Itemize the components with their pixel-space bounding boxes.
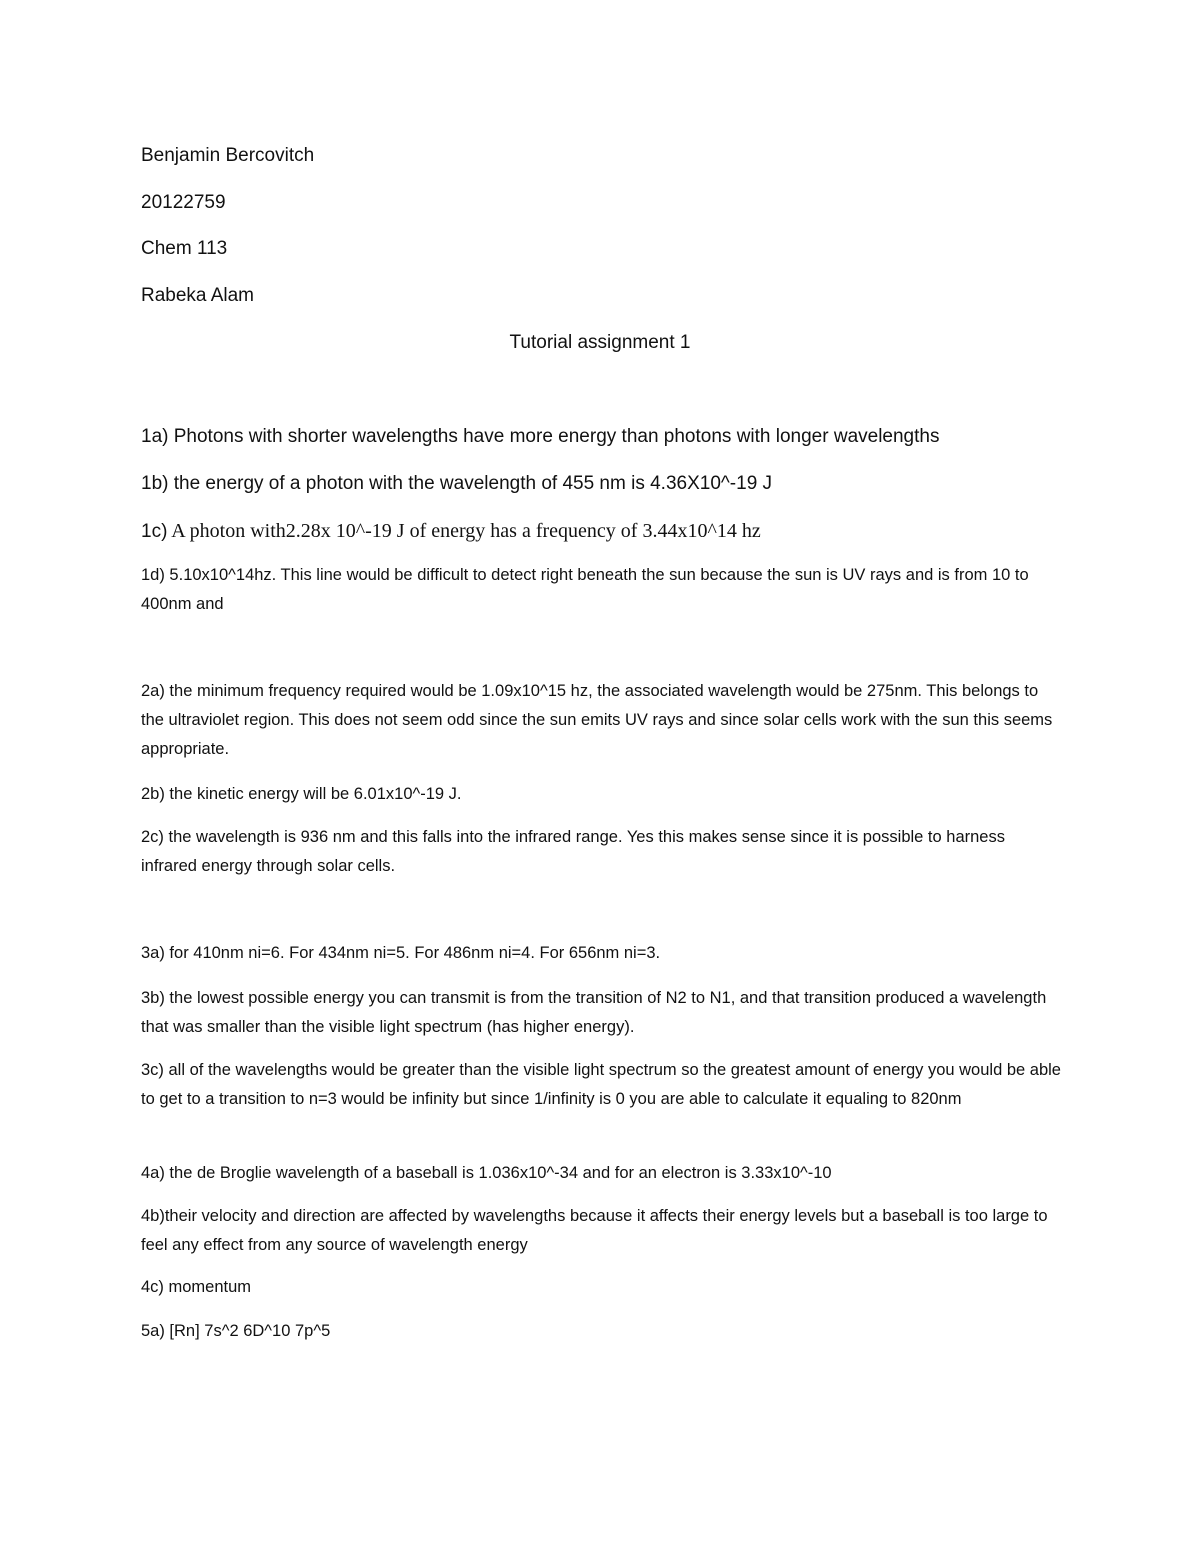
answer-1b: 1b) the energy of a photon with the wavelength of 455 nm is 4.36X10^-19 J bbox=[141, 473, 773, 494]
answer-3c: 3c) all of the wavelengths would be greater than the visible light spectrum so the greatest amount of energy you would be able to get to a transition to n=3 would be infinity but since 1/infinity is 0 you are able to calculate it equaling to 820nm bbox=[141, 1061, 1061, 1108]
ta-name: Rabeka Alam bbox=[141, 285, 255, 306]
answer-4c: 4c) momentum bbox=[141, 1278, 252, 1296]
answer-1c-text: A photon with2.28x 10^-19 J of energy has a frequency of 3.44x10^14 hz bbox=[167, 520, 761, 542]
answer-1d: 1d) 5.10x10^14hz. This line would be difficult to detect right beneath the sun because the sun is UV rays and is from 10 to 400nm and bbox=[141, 566, 1029, 613]
answer-4b: 4b)their velocity and direction are affected by wavelengths because it affects their energy levels but a baseball is too large to feel any effect from any source of wavelength energy bbox=[141, 1207, 1048, 1254]
answer-2a: 2a) the minimum frequency required would be 1.09x10^15 hz, the associated wavelength would be 275nm. This belongs to the ultraviolet region. This does not seem odd since the sun emits UV rays and since solar cells work with the sun this seems appropriate. bbox=[141, 682, 1053, 758]
student-name: Benjamin Bercovitch bbox=[141, 145, 315, 166]
student-id: 20122759 bbox=[141, 192, 226, 213]
answer-1a: 1a) Photons with shorter wavelengths have more energy than photons with longer wavelengths bbox=[141, 426, 940, 447]
answer-2b: 2b) the kinetic energy will be 6.01x10^-19 J. bbox=[141, 785, 462, 803]
answer-2c: 2c) the wavelength is 936 nm and this falls into the infrared range. Yes this makes sense since it is possible to harness infrared energy through solar cells. bbox=[141, 828, 1005, 875]
answer-3a: 3a) for 410nm ni=6. For 434nm ni=5. For 486nm ni=4. For 656nm ni=3. bbox=[141, 944, 661, 962]
document-title: Tutorial assignment 1 bbox=[509, 332, 691, 353]
answer-3b: 3b) the lowest possible energy you can transmit is from the transition of N2 to N1, and that transition produced a wavelength that was smaller than the visible light spectrum (has higher energy). bbox=[141, 989, 1047, 1036]
answer-1c-label: 1c) bbox=[141, 521, 168, 542]
answer-4a: 4a) the de Broglie wavelength of a baseball is 1.036x10^-34 and for an electron is 3.33x10^-10 bbox=[141, 1164, 832, 1182]
answer-5a: 5a) [Rn] 7s^2 6D^10 7p^5 bbox=[141, 1322, 331, 1340]
course-code: Chem 113 bbox=[141, 238, 228, 259]
answer-1c bbox=[141, 516, 761, 547]
